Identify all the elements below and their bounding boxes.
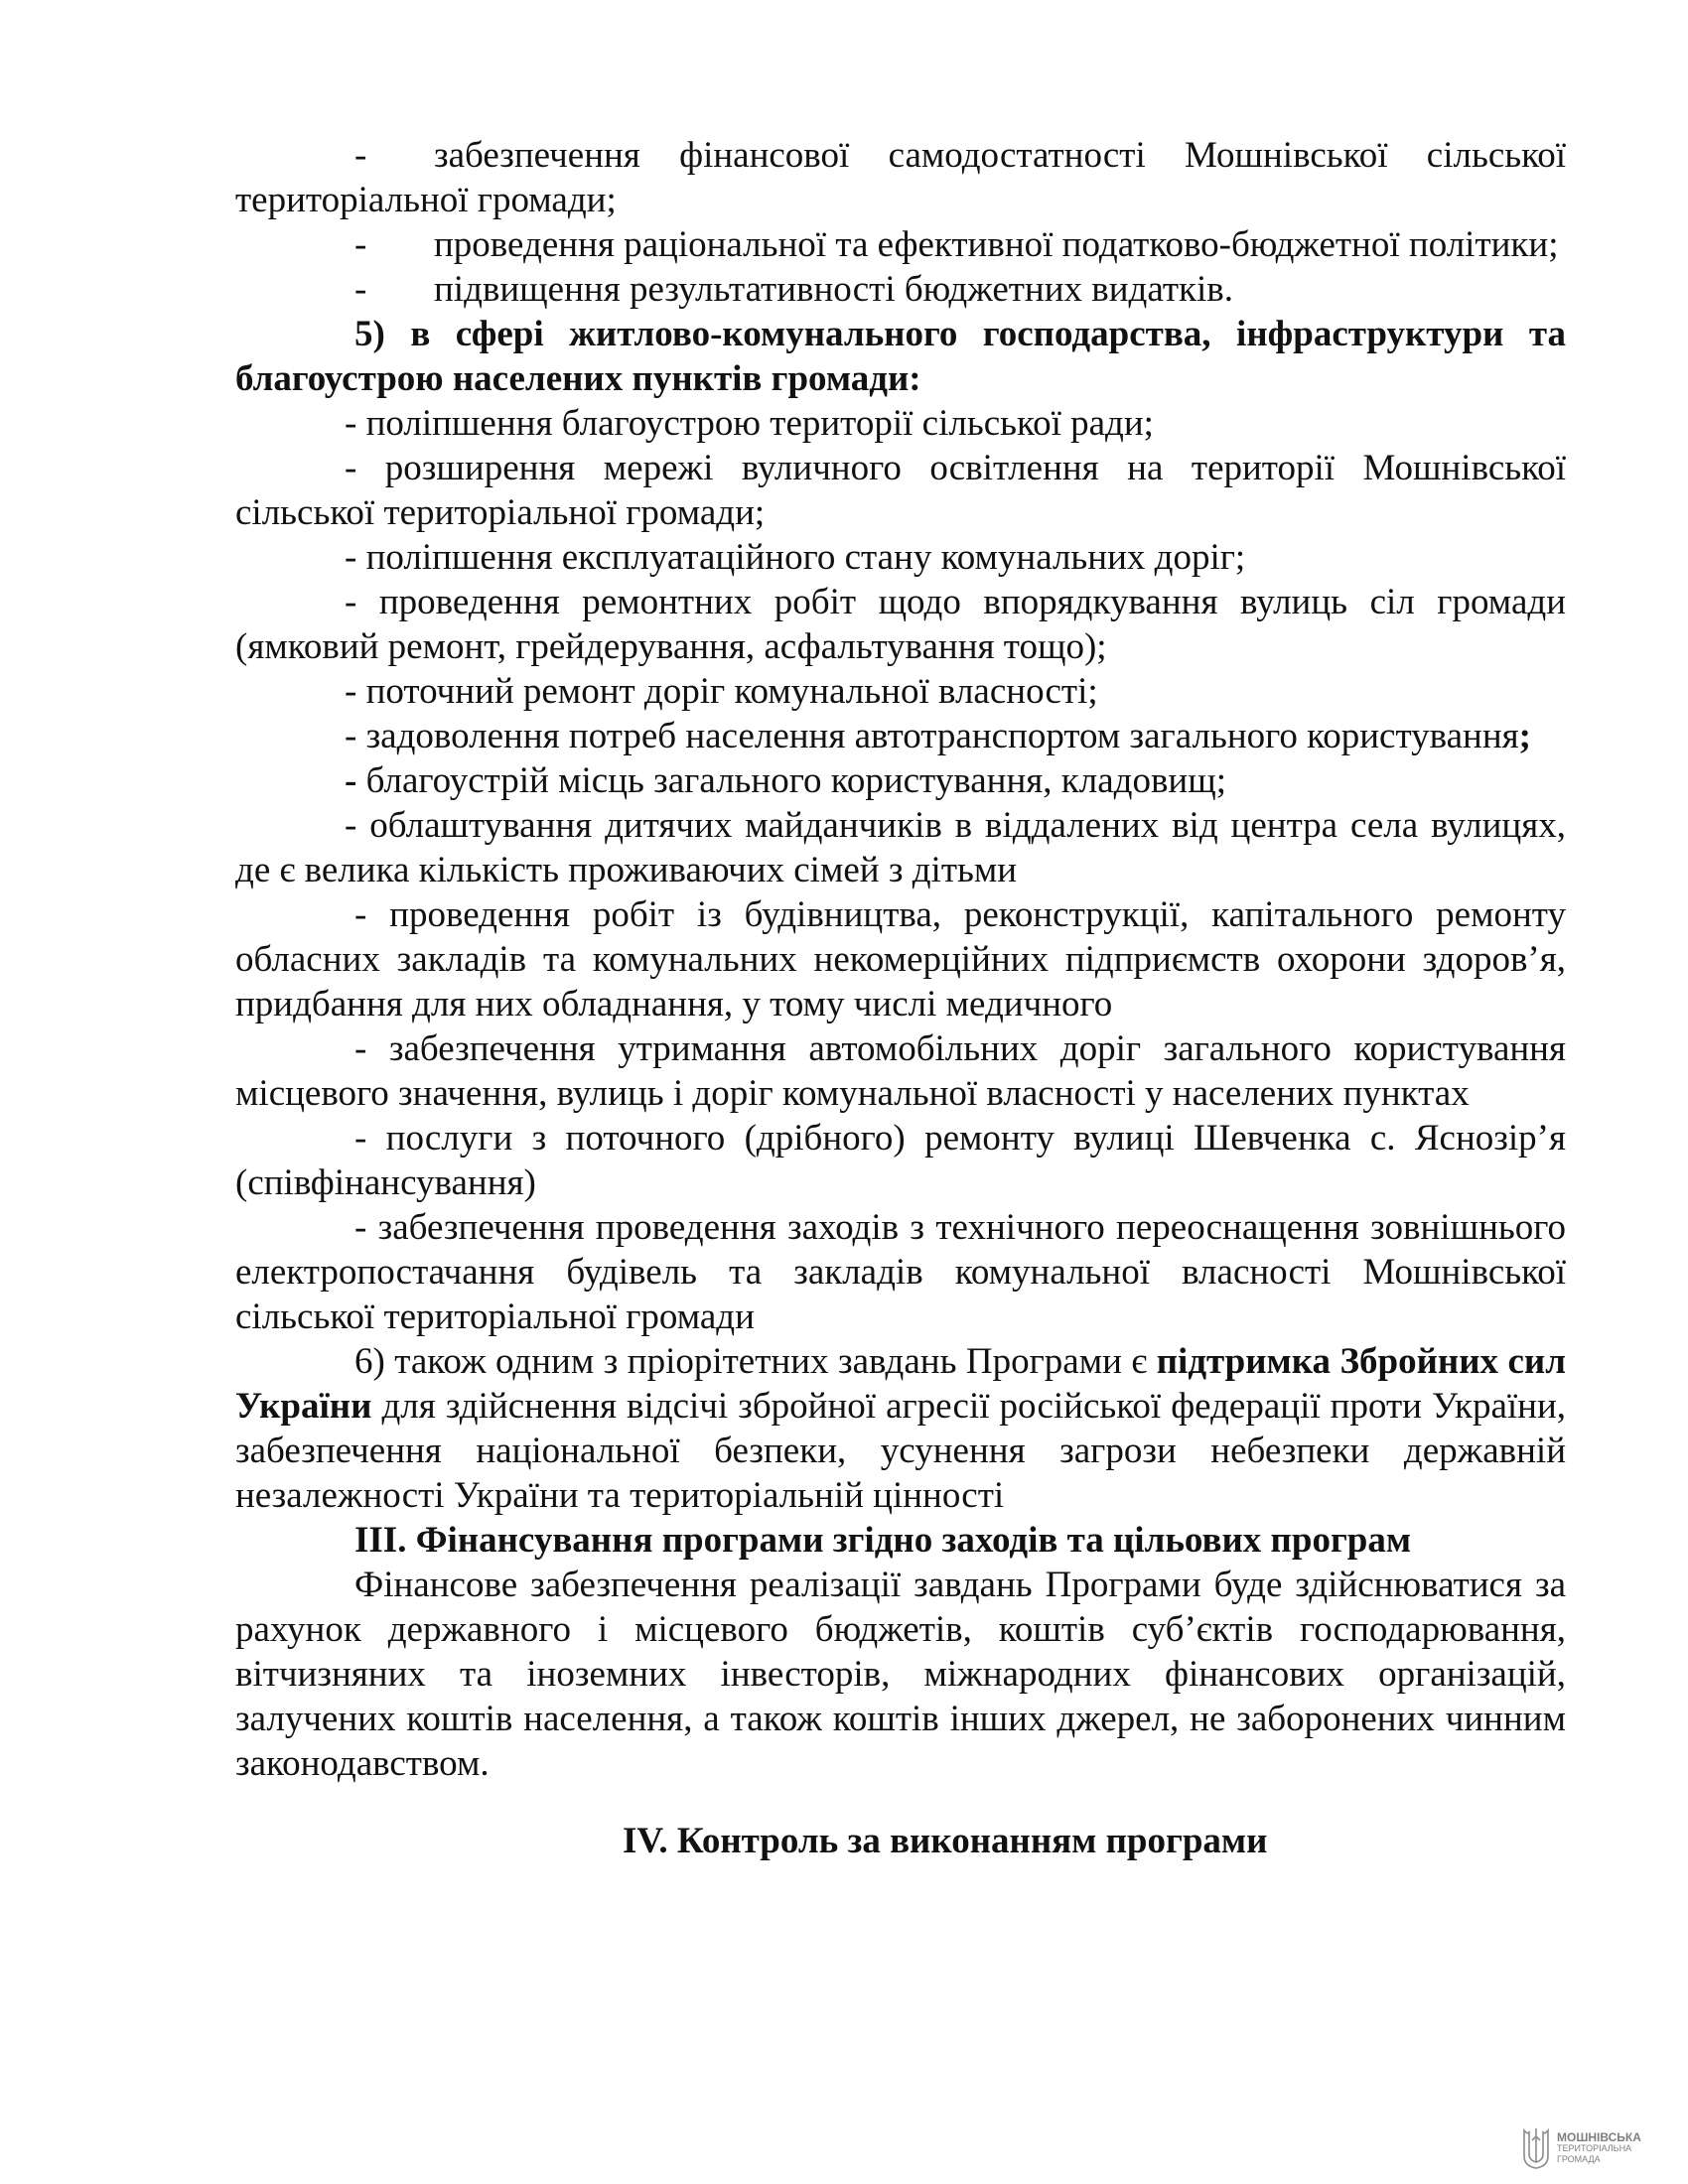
- list-item: - забезпечення утримання автомобільних доріг загального користування місцевого значення, вулиць і доріг комунальної власності у населених пунктах: [235, 1028, 1566, 1114]
- list-item-text: забезпечення фінансової самодостатності Мошнівської сільської територіальної громади;: [235, 135, 1566, 220]
- section-3-paragraph: Фінансове забезпечення реалізації завдань Програми буде здійснюватися за рахунок державного і місцевого бюджетів, коштів суб’єктів господарювання, вітчизняних та іноземних інвесторів, міжнародних фінансових організацій, залучених коштів населення, а також коштів інших джерел, не заборонених чинним законодавством.: [235, 1565, 1566, 1784]
- community-logo: [1521, 2124, 1660, 2172]
- list-item: - розширення мережі вуличного освітлення на території Мошнівської сільської територіальної громади;: [235, 448, 1566, 533]
- list-item: [235, 758, 1566, 803]
- list-item: - поліпшення благоустрою території сільської ради;: [345, 403, 1154, 444]
- list-item: - поліпшення експлуатаційного стану комунальних доріг;: [345, 537, 1246, 578]
- list-item-text: - задоволення потреб населення автотранспортом загального користування: [345, 716, 1519, 756]
- list-item: - проведення робіт із будівництва, реконструкції, капітального ремонту обласних закладів та комунальних некомерційних підприємств охорони здоров’я, придбання для них обладнання, у тому числі медичного: [235, 894, 1566, 1024]
- list-item: - проведення ремонтних робіт щодо впорядкування вулиць сіл громади (ямковий ремонт, грейдерування, асфальтування тощо);: [235, 582, 1566, 667]
- list-dash: -: [345, 760, 357, 801]
- list-item: [235, 222, 1566, 267]
- list-dash: -: [354, 135, 367, 176]
- section-6-prefix: 6) також одним з пріорітетних завдань Програми є: [354, 1341, 1157, 1382]
- list-item: - поточний ремонт доріг комунальної власності;: [345, 671, 1098, 712]
- list-item: - облаштування дитячих майданчиків в віддалених від центра села вулицях, де є велика кількість проживаючих сімей з дітьми: [235, 805, 1566, 890]
- list-item: - послуги з поточного (дрібного) ремонту вулиці Шевченка с. Яснозір’я (співфінансування): [235, 1118, 1566, 1203]
- list-item: [235, 714, 1566, 758]
- list-dash: -: [354, 269, 367, 310]
- trident-icon: [1521, 2126, 1551, 2170]
- section-5-heading: 5) в сфері житлово-комунального господарства, інфраструктури та благоустрою населених пунктів громади:: [235, 314, 1566, 399]
- logo-line-3: ГРОМАДА: [1557, 2153, 1601, 2164]
- list-item-text: проведення раціональної та ефективної податково-бюджетної політики;: [434, 224, 1559, 265]
- document-page: [235, 133, 1566, 1786]
- logo-text: [1557, 2129, 1641, 2165]
- list-item: [235, 133, 1566, 222]
- logo-line-2: ТЕРИТОРІАЛЬНА: [1557, 2142, 1632, 2153]
- section-3-heading: ІІІ. Фінансування програми згідно заходів та цільових програм: [354, 1520, 1412, 1561]
- list-item: [235, 267, 1566, 312]
- section-6-bold: підтримка Збройних сил України: [235, 1341, 1566, 1427]
- section-4-heading: IV. Контроль за виконанням програми: [623, 1821, 1268, 1861]
- list-item: - забезпечення проведення заходів з технічного переоснащення зовнішнього електропостачання будівель та закладів комунальної власності Мошнівської сільської територіальної громади: [235, 1207, 1566, 1337]
- list-item-text: підвищення результативності бюджетних видатків.: [434, 269, 1233, 310]
- section-6-suffix: для здійснення відсічі збройної агресії російської федерації проти України, забезпечення національної безпеки, усунення загрози небезпеки державній незалежності України та територіальній цінності: [235, 1386, 1566, 1516]
- section-6-paragraph: [235, 1339, 1566, 1518]
- list-item-end: ;: [1518, 716, 1531, 756]
- list-item-text: благоустрій місць загального користування, кладовищ;: [356, 760, 1226, 801]
- list-dash: -: [354, 224, 367, 265]
- logo-line-1: МОШНІВСЬКА: [1557, 2129, 1641, 2144]
